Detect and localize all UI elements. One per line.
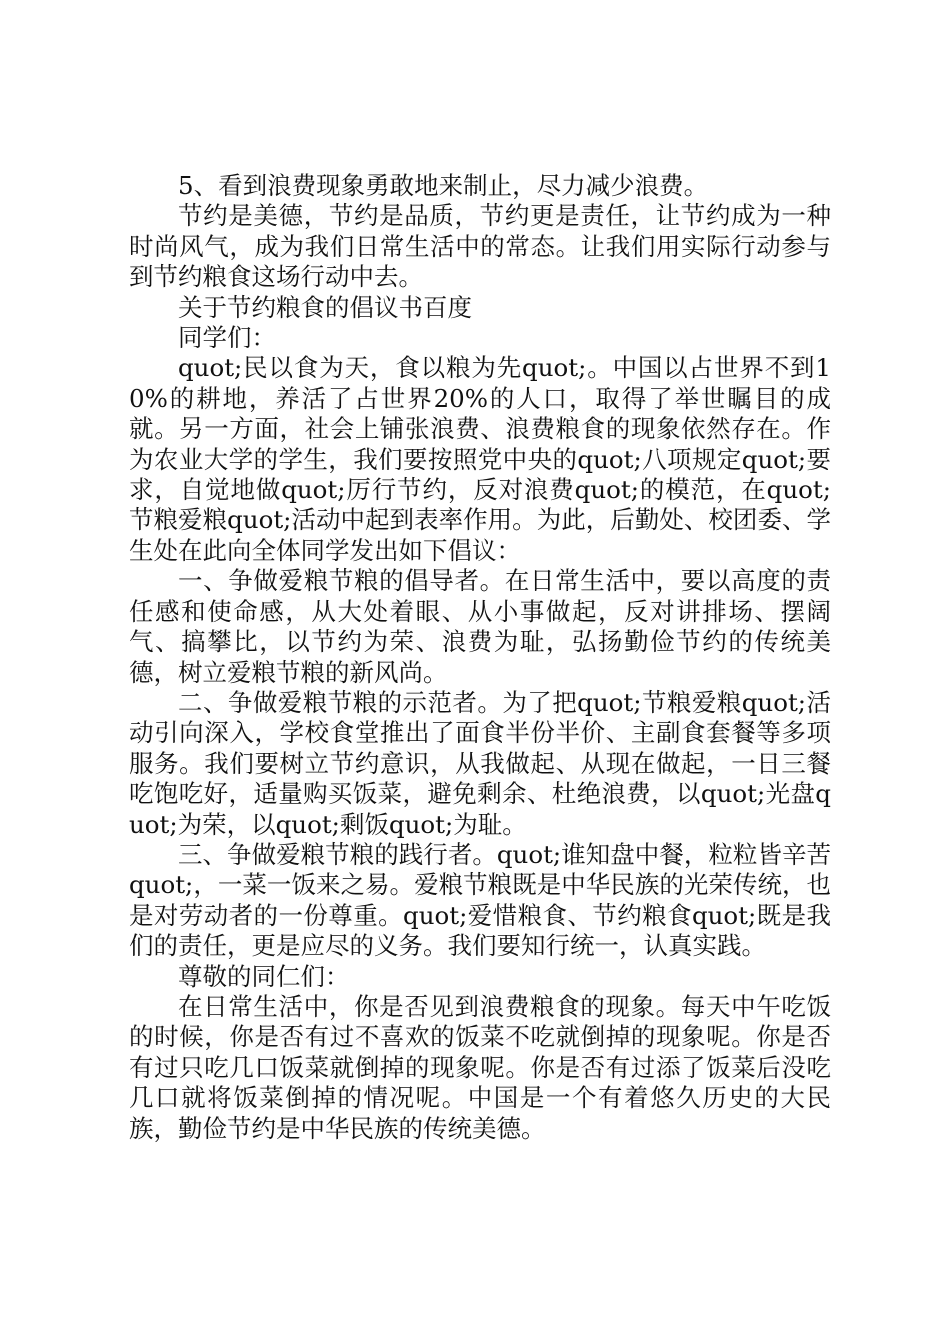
paragraph-item-5: 5、看到浪费现象勇敢地来制止，尽力减少浪费。 xyxy=(178,171,709,200)
salutation-colleagues: 尊敬的同仁们： xyxy=(178,961,350,991)
paragraph-proposal-2: 二、争做爱粮节粮的示范者。为了把quot;节粮爱粮quot;活动引向深入，学校食堂推出了面食半份半价、主副食套餐等多项服务。我们要树立节约意识，从我做起、从现在做起，一日三餐吃饱吃好，适量购买饭菜，避免剩余、杜绝浪费，以quot;光盘quot;为荣，以quot;剩饭quot;为耻。 xyxy=(129,687,831,839)
paragraph-daily-life: 在日常生活中，你是否见到浪费粮食的现象。每天中午吃饭的时候，你是否有过不喜欢的饭菜不吃就倒掉的现象呢。你是否有过只吃几口饭菜就倒掉的现象呢。你是否有过添了饭菜后没吃几口就将饭菜倒掉的情况呢。中国是一个有着悠久历史的大民族，勤俭节约是中华民族的传统美德。 xyxy=(129,991,831,1143)
salutation-students: 同学们： xyxy=(178,323,276,353)
section-title: 关于节约粮食的倡议书百度 xyxy=(178,292,472,322)
paragraph-proposal-1: 一、争做爱粮节粮的倡导者。在日常生活中，要以高度的责任感和使命感，从大处着眼、从小事做起，反对讲排场、摆阔气、搞攀比，以节约为荣、浪费为耻，弘扬勤俭节约的传统美德，树立爱粮节粮的新风尚。 xyxy=(129,566,831,687)
paragraph-frugality-virtue: 节约是美德，节约是品质，节约更是责任，让节约成为一种时尚风气，成为我们日常生活中的常态。让我们用实际行动参与到节约粮食这场行动中去。 xyxy=(129,201,831,292)
paragraph-intro: quot;民以食为天，食以粮为先quot;。中国以占世界不到10%的耕地，养活了占世界20%的人口，取得了举世瞩目的成就。另一方面，社会上铺张浪费、浪费粮食的现象依然存在。作为农业大学的学生，我们要按照党中央的quot;八项规定quot;要求，自觉地做quot;厉行节约，反对浪费quot;的模范，在quot;节粮爱粮quot;活动中起到表率作用。为此，后勤处、校团委、学生处在此向全体同学发出如下倡议： xyxy=(129,353,831,565)
paragraph-proposal-3: 三、争做爱粮节粮的践行者。quot;谁知盘中餐，粒粒皆辛苦quot;，一菜一饭来之易。爱粮节粮既是中华民族的光荣传统，也是对劳动者的一份尊重。quot;爱惜粮食、节约粮食quot;既是我们的责任，更是应尽的义务。我们要知行统一，认真实践。 xyxy=(129,839,831,961)
document-body xyxy=(129,171,831,1144)
